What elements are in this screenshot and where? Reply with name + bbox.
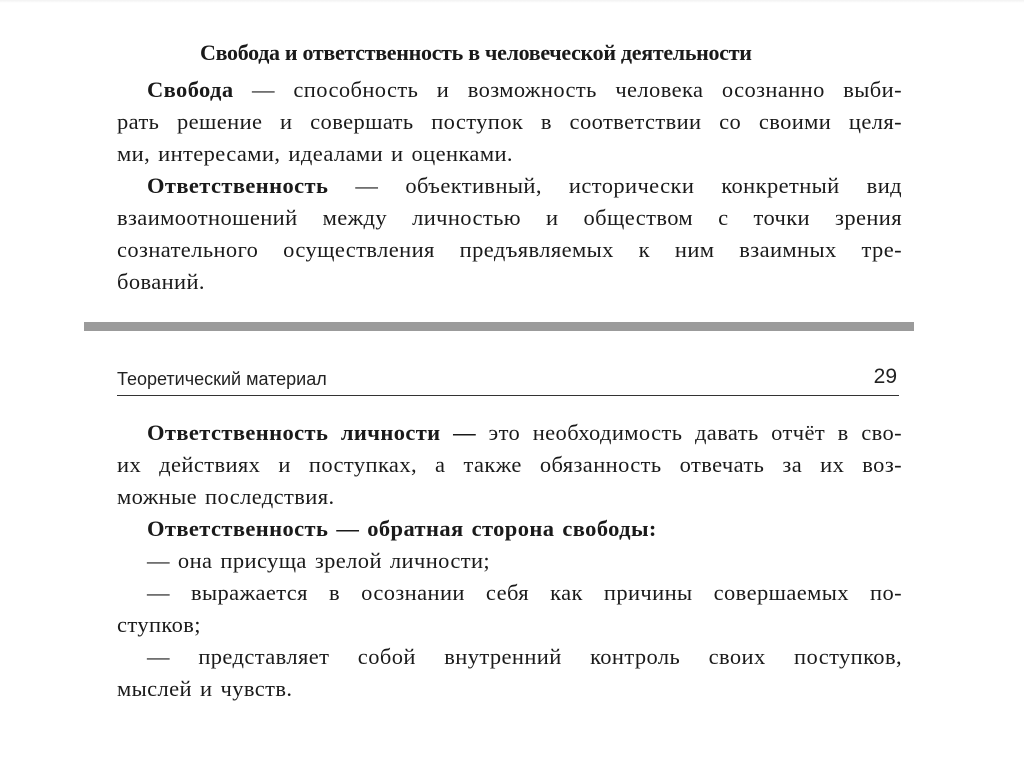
freedom-definition (117, 74, 902, 170)
reverse-side-heading: Ответственность — обратная сторона свободы: (147, 516, 657, 541)
list-item-2: — выражается в осознании себя как причины совершаемых по- (147, 580, 902, 605)
page-divider (84, 322, 914, 331)
list-item-3-continued: мыслей и чувств. (117, 676, 293, 701)
freedom-line-2: рать решение и совершать поступок в соответствии со своими целя- (117, 109, 902, 134)
personal-line-3: можные последствия. (117, 484, 335, 509)
responsibility-line-3: сознательного осуществления предъявляемых к ним взаимных тре- (117, 237, 902, 262)
freedom-line-1: Свобода — способность и возможность человека осознанно выби- (147, 77, 902, 102)
responsibility-line-2: взаимоотношений между личностью и обществом с точки зрения (117, 205, 902, 230)
freedom-term: Свобода (147, 77, 234, 102)
page-number: 29 (873, 365, 897, 388)
responsibility-line-1: Ответственность — объективный, исторически конкретный вид (147, 173, 902, 198)
list-item-2-continued: ступков; (117, 612, 201, 637)
freedom-line-3: ми, интересами, идеалами и оценками. (117, 141, 513, 166)
personal-line-2: их действиях и поступках, а также обязанность отвечать за их воз- (117, 452, 902, 477)
running-head (117, 365, 899, 396)
list-item-1: — она присуща зрелой личности; (147, 548, 491, 573)
personal-responsibility-term: Ответственность личности — (147, 420, 476, 445)
list-item-3: — представляет собой внутренний контроль своих поступков, (147, 644, 902, 669)
personal-line-1: Ответственность личности — это необходимость давать отчёт в сво- (147, 420, 902, 445)
running-head-title: Теоретический материал (117, 369, 327, 389)
responsibility-definition (117, 170, 902, 298)
responsibility-term: Ответственность (147, 173, 329, 198)
reverse-side-list (117, 513, 902, 705)
personal-responsibility-definition (117, 417, 902, 513)
section-title: Свобода и ответственность в человеческой деятельности (200, 40, 752, 65)
responsibility-line-4: бований. (117, 269, 205, 294)
scan-edge (0, 0, 1024, 3)
